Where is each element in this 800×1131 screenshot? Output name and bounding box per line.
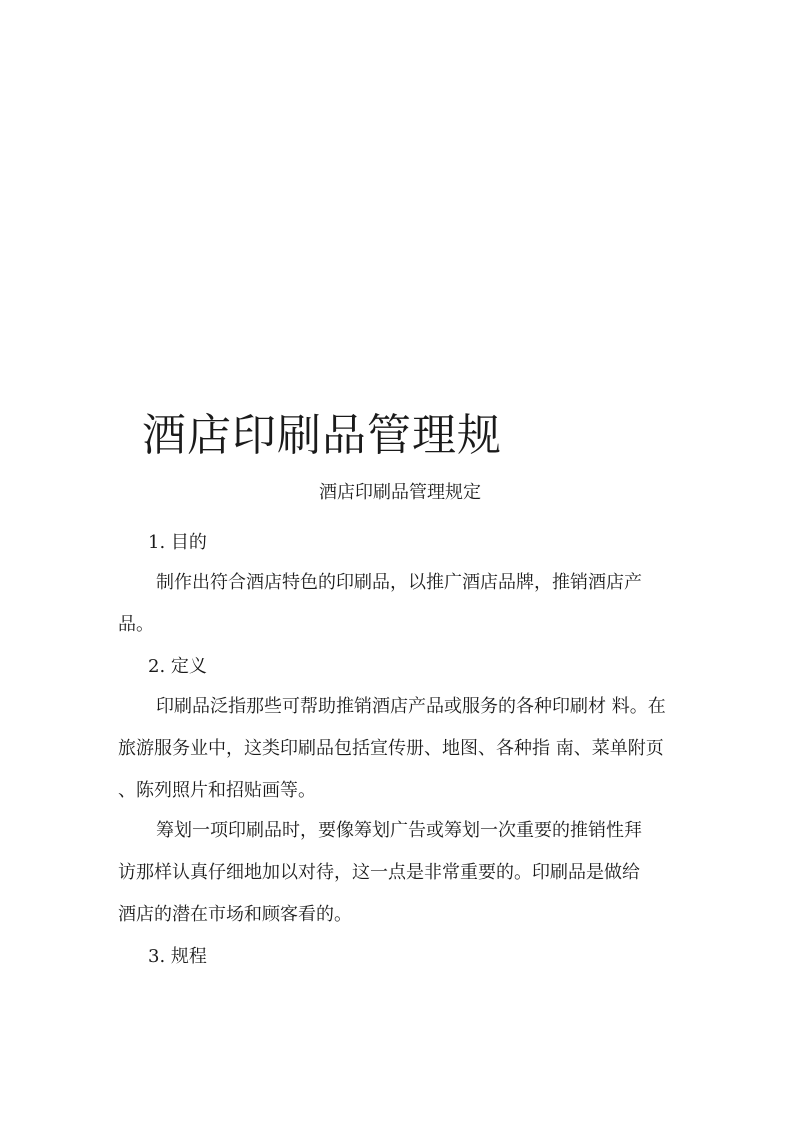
paragraph-line: 、陈列照片和招贴画等。 — [118, 780, 316, 801]
document-title: 酒店印刷品管理规 — [142, 410, 502, 461]
paragraph-purpose — [118, 562, 690, 646]
document-subtitle: 酒店印刷品管理规定 — [319, 482, 481, 503]
paragraph-line: 酒店的潜在市场和顾客看的。 — [118, 904, 352, 925]
section-heading-purpose: 1. 目的 — [148, 532, 207, 553]
paragraph-definition-1 — [118, 686, 690, 812]
paragraph-line: 品。 — [118, 614, 154, 635]
paragraph-definition-2 — [118, 810, 690, 936]
paragraph-line: 旅游服务业中，这类印刷品包括宣传册、地图、各种指 南、菜单附页 — [118, 738, 664, 759]
section-heading-definition: 2. 定义 — [148, 656, 207, 677]
paragraph-line: 访那样认真仔细地加以对待，这一点是非常重要的。印刷品是做给 — [118, 862, 640, 883]
section-heading-procedure: 3. 规程 — [148, 946, 207, 967]
paragraph-line: 印刷品泛指那些可帮助推销酒店产品或服务的各种印刷材 料。在 — [156, 696, 666, 717]
paragraph-line: 筹划一项印刷品时，要像筹划广告或筹划一次重要的推销性拜 — [156, 820, 642, 841]
paragraph-line: 制作出符合酒店特色的印刷品，以推广酒店品牌，推销酒店产 — [156, 572, 642, 593]
